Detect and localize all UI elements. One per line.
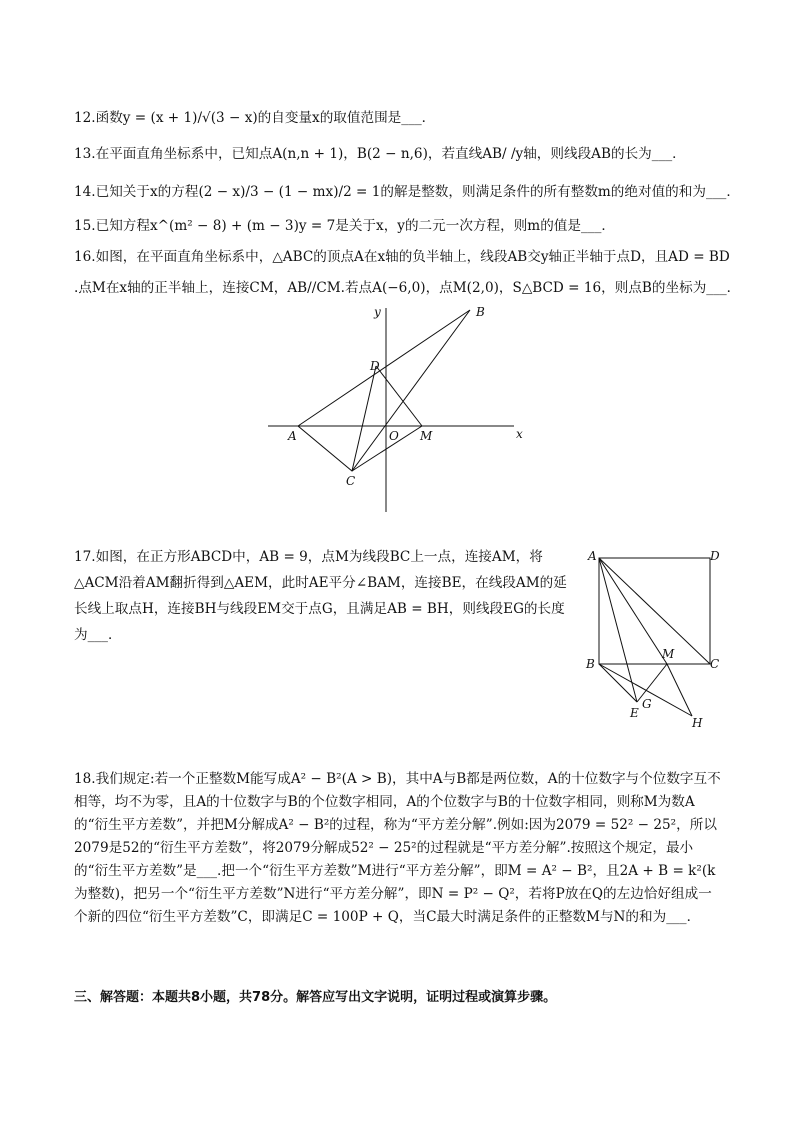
triangle-abc [298, 310, 470, 471]
segment-ac [599, 558, 710, 664]
section-heading: 三、解答题：本题共8小题，共78分。解答应写出文字说明，证明过程或演算步骤。 [74, 990, 557, 1005]
segment-am [599, 558, 667, 664]
question-16-line-1: 16.如图，在平面直角坐标系中，△ABC的顶点A在x轴的负半轴上，线段AB交y轴正半轴于点D，且AD = BD [74, 249, 730, 265]
question-17: 17.如图，在正方形ABCD中，AB = 9，点M为线段BC上一点，连接AM，将△ACM沿着AM翻折得到△AEM，此时AE平分∠BAM，连接BE，在线段AM的延长线上取点H，连接BH与线段EM交于点G，且满足AB = BH，则线段EG的长度为___． [74, 549, 567, 643]
figure-16 [262, 300, 532, 518]
label-m: M [662, 647, 675, 661]
label-h: H [692, 716, 703, 730]
label-b: B [586, 657, 595, 671]
label-g: G [642, 697, 652, 711]
label-x: x [516, 427, 523, 441]
label-o: O [389, 429, 399, 443]
segment-ae [599, 558, 637, 702]
label-y: y [374, 305, 381, 319]
question-16-line-2: .点M在x轴的正半轴上，连接CM，AB//CM.若点A(−6,0)，点M(2,0)，S△BCD = 16，则点B的坐标为___． [74, 280, 741, 296]
label-m: M [420, 429, 433, 443]
figure-17 [582, 544, 730, 734]
label-a: A [588, 549, 597, 563]
label-d: D [370, 359, 380, 373]
segment-cm [352, 426, 422, 471]
segment-dm [376, 366, 422, 426]
label-c: C [346, 474, 356, 488]
question-14: 14.已知关于x的方程(2 − x)/3 − (1 − mx)/2 = 1的解是整数，则满足条件的所有整数m的绝对值的和为___． [74, 184, 740, 200]
label-e: E [630, 706, 639, 720]
label-c: C [710, 657, 720, 671]
question-13: 13.在平面直角坐标系中，已知点A(n,n + 1)，B(2 − n,6)，若直线AB/ /y轴，则线段AB的长为___． [74, 146, 686, 162]
label-b: B [476, 305, 485, 319]
segment-mh [667, 664, 692, 716]
label-a: A [288, 429, 297, 443]
question-18: 18.我们规定:若一个正整数M能写成A² − B²(A > B)，其中A与B都是两位数，A的十位数字与个位数字互不相等，均不为零，且A的十位数字与B的个位数字相同，A的个位数字与B的十位数字相同，则称M为数A的“衍生平方差数”，并把M分解成A² − B²的过程，称为“平方差分解”.例如:因为2079 = 52² − 25²，所以2079是52的“衍生平方差数”，将2079分解成52² − 25²的过程就是“平方差分解”.按照这个规定，最小的“衍生平方差数”是___.把一个“衍生平方差数”M进行“平方差分解”，即M = A² − B²，且2A + B = k²(k为整数)，把另一个“衍生平方差数”N进行“平方差分解”，即N = P² − Q²，若将P放在Q的左边恰好组成一个新的四位“衍生平方差数”C，即满足C = 100P + Q，当C最大时满足条件的正整数M与N的和为___． [74, 771, 721, 925]
question-15: 15.已知方程x^(m² − 8) + (m − 3)y = 7是关于x，y的二元一次方程，则m的值是___． [74, 218, 615, 234]
question-12: 12.函数y = (x + 1)/√(3 − x)的自变量x的取值范围是___． [74, 110, 436, 126]
label-d: D [710, 549, 720, 563]
segment-be [599, 664, 637, 702]
